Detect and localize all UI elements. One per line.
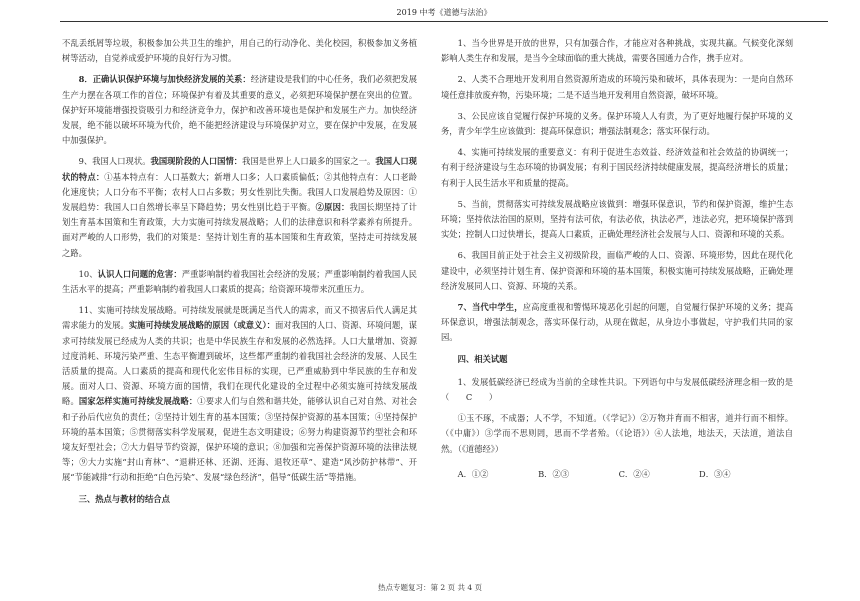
option-a: A．①② (457, 468, 489, 479)
paragraph-9-subheading: 我国人口现状的特点： (62, 156, 417, 182)
question-1: 1、发展低碳经济已经成为当前的全球性共识。下列语句中与发展低碳经济理念相一致的是 （ C ） (441, 376, 802, 403)
point-2: 2、人类不合理地开发利用自然资源所造成的环境污染和破坏，具体表现为：一是向自然环境任意排放废弃物，污染环境；二是不适当地开发利用自然资源，破坏环境。 (441, 74, 793, 100)
paragraph-11 (62, 303, 417, 485)
paragraph-9-number: 9、我国人口现状。 (78, 156, 151, 167)
section-3-title: 三、热点与教材的结合点 (78, 493, 170, 504)
paragraph-9-text-b: ①基本特点有：人口基数大；新增人口多；人口素质偏低；②其他特点有：人口老龄化速度快；人口分布不平衡；农村人口占多数；男女性别比失衡。我国人口发展趋势及原因：①发展趋势：我国人口自然增长率呈下降趋势；男女性别比趋于平衡。 (62, 171, 417, 213)
point-1: 1、当今世界是开放的世界，只有加强合作，才能应对各种挑战，实现共赢。气候变化深刻影响人类生存和发展，是当今全球面临的重大挑战，需要各国通力合作，携手应对。 (441, 38, 793, 64)
point-4: 4、实施可持续发展的重要意义：有利于促进生态效益、经济效益和社会效益的协调统一；有利于经济建设与生态环境的协调发展；有利于国民经济持续健康发展，提高经济增长的质量；有利于人民生活水平和质量的提高。 (441, 147, 793, 188)
paragraph-7-continued: 不乱丢纸屑等垃圾，积极参加公共卫生的维护，用自己的行动净化、美化校园，积极参加义务植树等活动，自觉养成爱护环境的良好行为习惯。 (62, 38, 417, 64)
paragraph-10-body: 严重影响制约着我国社会经济的发展；严重影响制约着我国人民生活水平的提高；严重影响制约着我国人口素质的提高；给资源环境带来沉重压力。 (62, 268, 417, 295)
option-c: C．②④ (618, 468, 650, 479)
point-3: 3、公民应该自觉履行保护环境的义务。保护环境人人有责，为了更好地履行保护环境的义务，青少年学生应该做到：提高环保意识；增强法制观念；落实环保行动。 (441, 110, 793, 137)
option-d: D．③④ (699, 468, 731, 479)
page-footer: 热点专题复习：第 2 页 共 4 页 (378, 583, 482, 592)
paragraph-11-text-c: ①要求人们与自然和谐共处，能够认识自己对自然、对社会和子孙后代应负的责任；②坚持计划生育的基本国策；③坚持保护资源的基本国策；④坚持保护环境的基本国策；⑤贯彻落实科学发展观，促进生态文明建设；⑥努力构建资源节约型社会和环境友好型社会；⑦大力倡导节约资源，保护环境的意识；⑧加强和完善保护资源环境的法律法规等；⑨大力实施“封山育林”、“退耕还林、还湖、还海、退牧还草”、建造“风沙防护林带”、开展“节能减排”行动和拒绝“白色污染”、发展“绿色经济”，倡导“低碳生活”等措施。 (62, 396, 417, 483)
paragraph-11-heading: 实施可持续发展战略的原因（或意义）： (128, 320, 276, 331)
left-column (62, 36, 417, 515)
paragraph-9-heading: 我国现阶段的人口国情： (150, 156, 243, 167)
point-6: 6、我国目前正处于社会主义初级阶段，面临严峻的人口、资源、环境形势，因此在现代化建设中，必须坚持计划生育、保护资源和环境的基本国策，积极实施可持续发展战略，正确处理经济发展同人口、资源、环境的关系。 (441, 250, 793, 291)
paragraph-10-heading: 认识人口问题的危害： (97, 268, 182, 279)
header-rule (60, 21, 828, 22)
paragraph-11-subheading: 国家怎样实施可持续发展战略： (78, 396, 198, 407)
option-b: B．②③ (538, 468, 570, 479)
paragraph-11-text-a: 11、实施可持续发展战略。可持续发展就是既满足当代人的需求，而又不损害后代人满足其需求能力的发展。 (62, 305, 417, 331)
paragraph-9-text-a: 我国是世界上人口最多的国家之一。 (242, 156, 376, 167)
paragraph-10 (62, 267, 417, 297)
paragraph-8 (62, 72, 417, 148)
paragraph-9-reason-heading: ②原因： (315, 202, 350, 213)
point-7 (441, 300, 793, 346)
paragraph-10-number: 10、 (78, 268, 98, 279)
question-1-options (441, 467, 793, 482)
paragraph-9 (62, 154, 417, 260)
paragraph-8-body: 经济建设是我们的中心任务，我们必须把发展生产力摆在各项工作的首位；环境保护有着及其重要的意义，必须把环境保护摆在突出的位置。保护好环境能增强投资吸引力和经济竞争力，保护和改善环境也是保护和发展生产力。加快经济发展，绝不能以破坏环境为代价，绝不能把经济建设与环境保护对立，要在保护中发展，在发展中加强保护。 (62, 74, 417, 146)
point-7-heading: 7、当代中学生， (457, 302, 523, 313)
right-column (441, 36, 802, 482)
paragraph-11-text-b: 面对我国的人口、资源、环境问题，谋求可持续发展已经成为人类的共识；也是中华民族生存和发展的必然选择。人口大量增加、资源过度消耗、环境污染严重、生态平衡遭到破坏，这些都严重制约着我国社会经济的发展、人民生活质量的提高。人口素质的提高和现代化宏伟目标的实现，已严重威胁到中华民族的生存和发展。面对人口、资源、环境方面的国情，我们在现代化建设的全过程中必须实施可持续发展战略。 (62, 320, 417, 407)
point-5: 5、当前，贯彻落实可持续发展战略应该做到：增强环保意识，节约和保护资源，维护生态环境；坚持依法治国的原则，坚持有法可依，有法必依，执法必严，违法必究，把环境保护落到实处；控制人口过快增长，提高人口素质，正确处理经济社会发展与人口、资源和环境的关系。 (441, 198, 793, 240)
page-header: 2019 中考《道德与法治》 (396, 8, 492, 17)
paragraph-9-text-c: 我国长期坚持了计划生育基本国策和生育政策，大力实施可持续发展战略；人们的法律意识和科学素养有所提升。面对严峻的人口形势，我们的对策是：坚持计划生育的基本国策和生育政策，坚持走可持续发展之路。 (62, 202, 417, 258)
paragraph-8-heading: 8．正确认识保护环境与加快经济发展的关系： (78, 74, 251, 85)
section-4-title: 四、相关试题 (457, 353, 508, 364)
point-7-body: 应高度重视和警惕环境恶化引起的问题，自觉履行保护环境的义务；提高环保意识，增强法制观念，落实环保行动，从现在做起，从身边小事做起，守护我们共同的家园。 (441, 302, 793, 343)
question-1-stem: ①玉不琢，不成器；人不学，不知道。（《学记》）②万物并育而不相害，道并行而不相悖。（《中庸》）③学而不思则罔，思而不学者殆。（《论语》）④人法地，地法天，天法道，道法自然。（《道德经》） (441, 413, 793, 454)
